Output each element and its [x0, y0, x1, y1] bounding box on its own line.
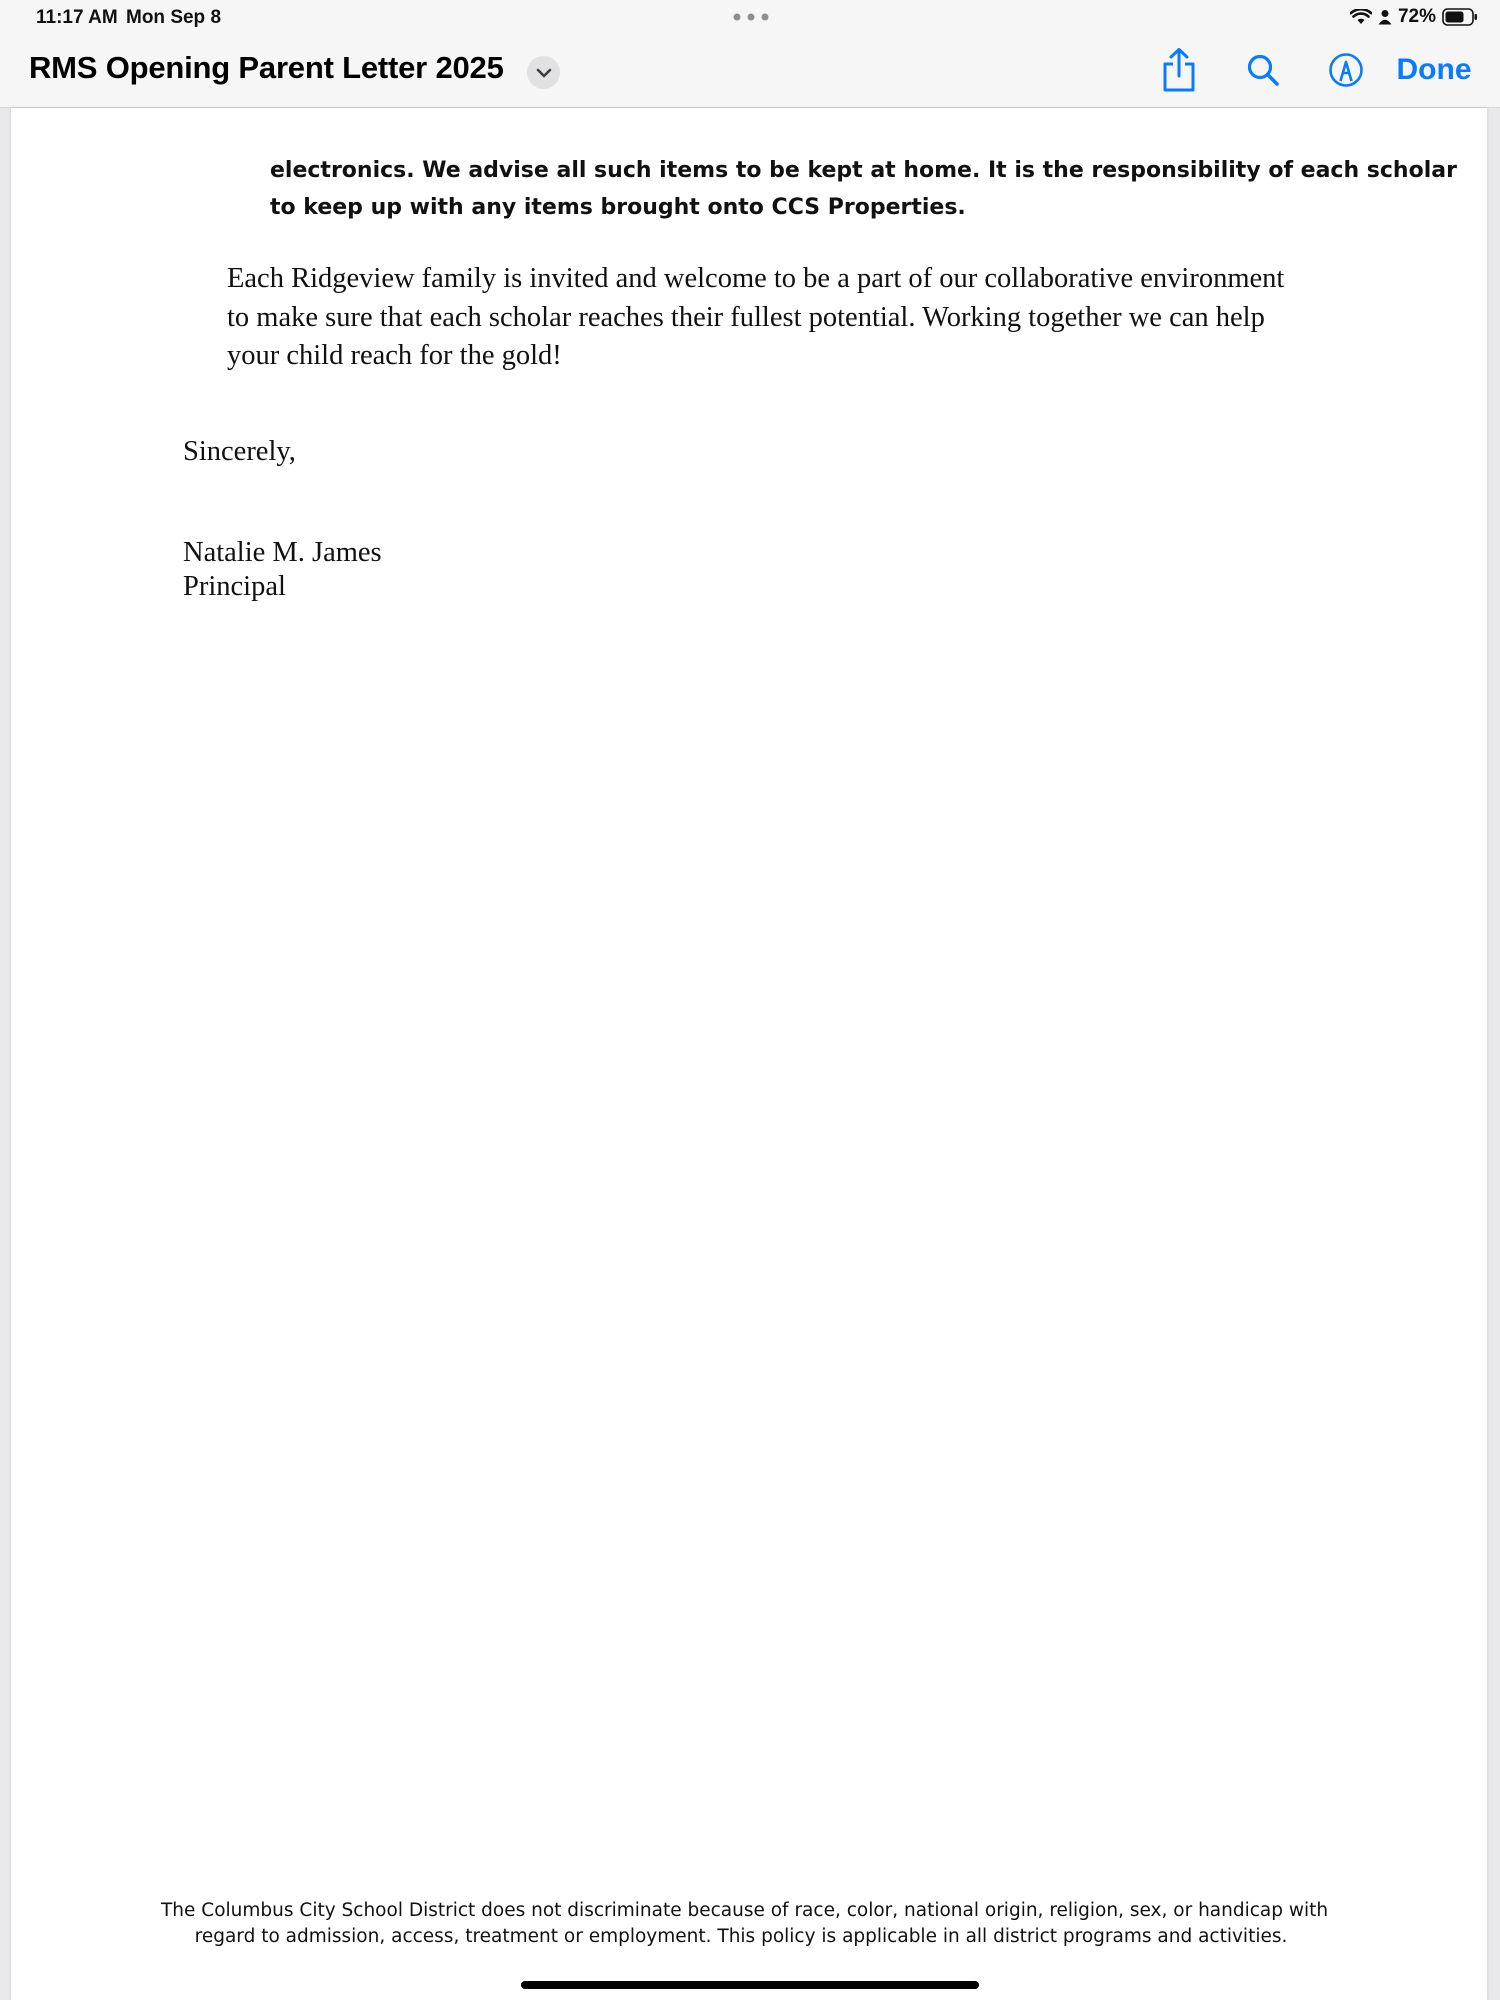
battery-percent: 72% [1397, 6, 1436, 27]
person-icon [1378, 9, 1392, 25]
share-icon [1160, 47, 1198, 93]
home-indicator[interactable] [521, 1981, 979, 1989]
closing-salutation: Sincerely, [183, 436, 296, 467]
search-button[interactable] [1240, 46, 1286, 94]
markup-button[interactable] [1323, 46, 1369, 94]
footer-line: The Columbus City School District does not discriminate because of race, color, national origin, religion, sex, or handicap with [161, 1900, 1329, 1921]
bold-notice-line: to keep up with any items brought onto CCS Properties. [270, 195, 966, 220]
document-title[interactable]: RMS Opening Parent Letter 2025 [29, 50, 504, 85]
status-date: Mon Sep 8 [126, 7, 222, 28]
paragraph-line: to make sure that each scholar reaches their fullest potential. Working together we can help [227, 301, 1265, 333]
title-menu-button[interactable] [527, 56, 560, 89]
document-viewer[interactable] [0, 108, 1500, 2000]
status-indicators [1350, 5, 1478, 29]
bold-notice-line: electronics. We advise all such items to be kept at home. It is the responsibility of each scholar [270, 158, 1457, 183]
markup-icon [1328, 52, 1364, 88]
chevron-down-icon [536, 68, 552, 78]
signature-block [183, 536, 382, 604]
paragraph-line: Each Ridgeview family is invited and welcome to be a part of our collaborative environment [227, 263, 1285, 294]
nondiscrimination-footer [161, 1898, 1329, 1950]
bold-notice [270, 152, 1457, 226]
closing-paragraph [227, 260, 1347, 376]
nav-bar [0, 34, 1500, 108]
status-time: 11:17 AM [36, 7, 118, 28]
wifi-icon [1350, 9, 1372, 25]
status-bar [0, 0, 1500, 34]
battery-icon [1442, 8, 1478, 26]
document-page [11, 108, 1487, 2000]
share-button[interactable] [1156, 46, 1202, 94]
signer-name: Natalie M. James [183, 537, 382, 568]
multitask-dots-icon[interactable] [733, 13, 769, 21]
search-icon [1246, 53, 1280, 87]
paragraph-line: your child reach for the gold! [227, 340, 562, 371]
footer-line: regard to admission, access, treatment or employment. This policy is applicable in all district programs and activities. [194, 1926, 1288, 1947]
signer-title: Principal [183, 571, 286, 602]
done-button[interactable]: Done [1396, 53, 1472, 86]
